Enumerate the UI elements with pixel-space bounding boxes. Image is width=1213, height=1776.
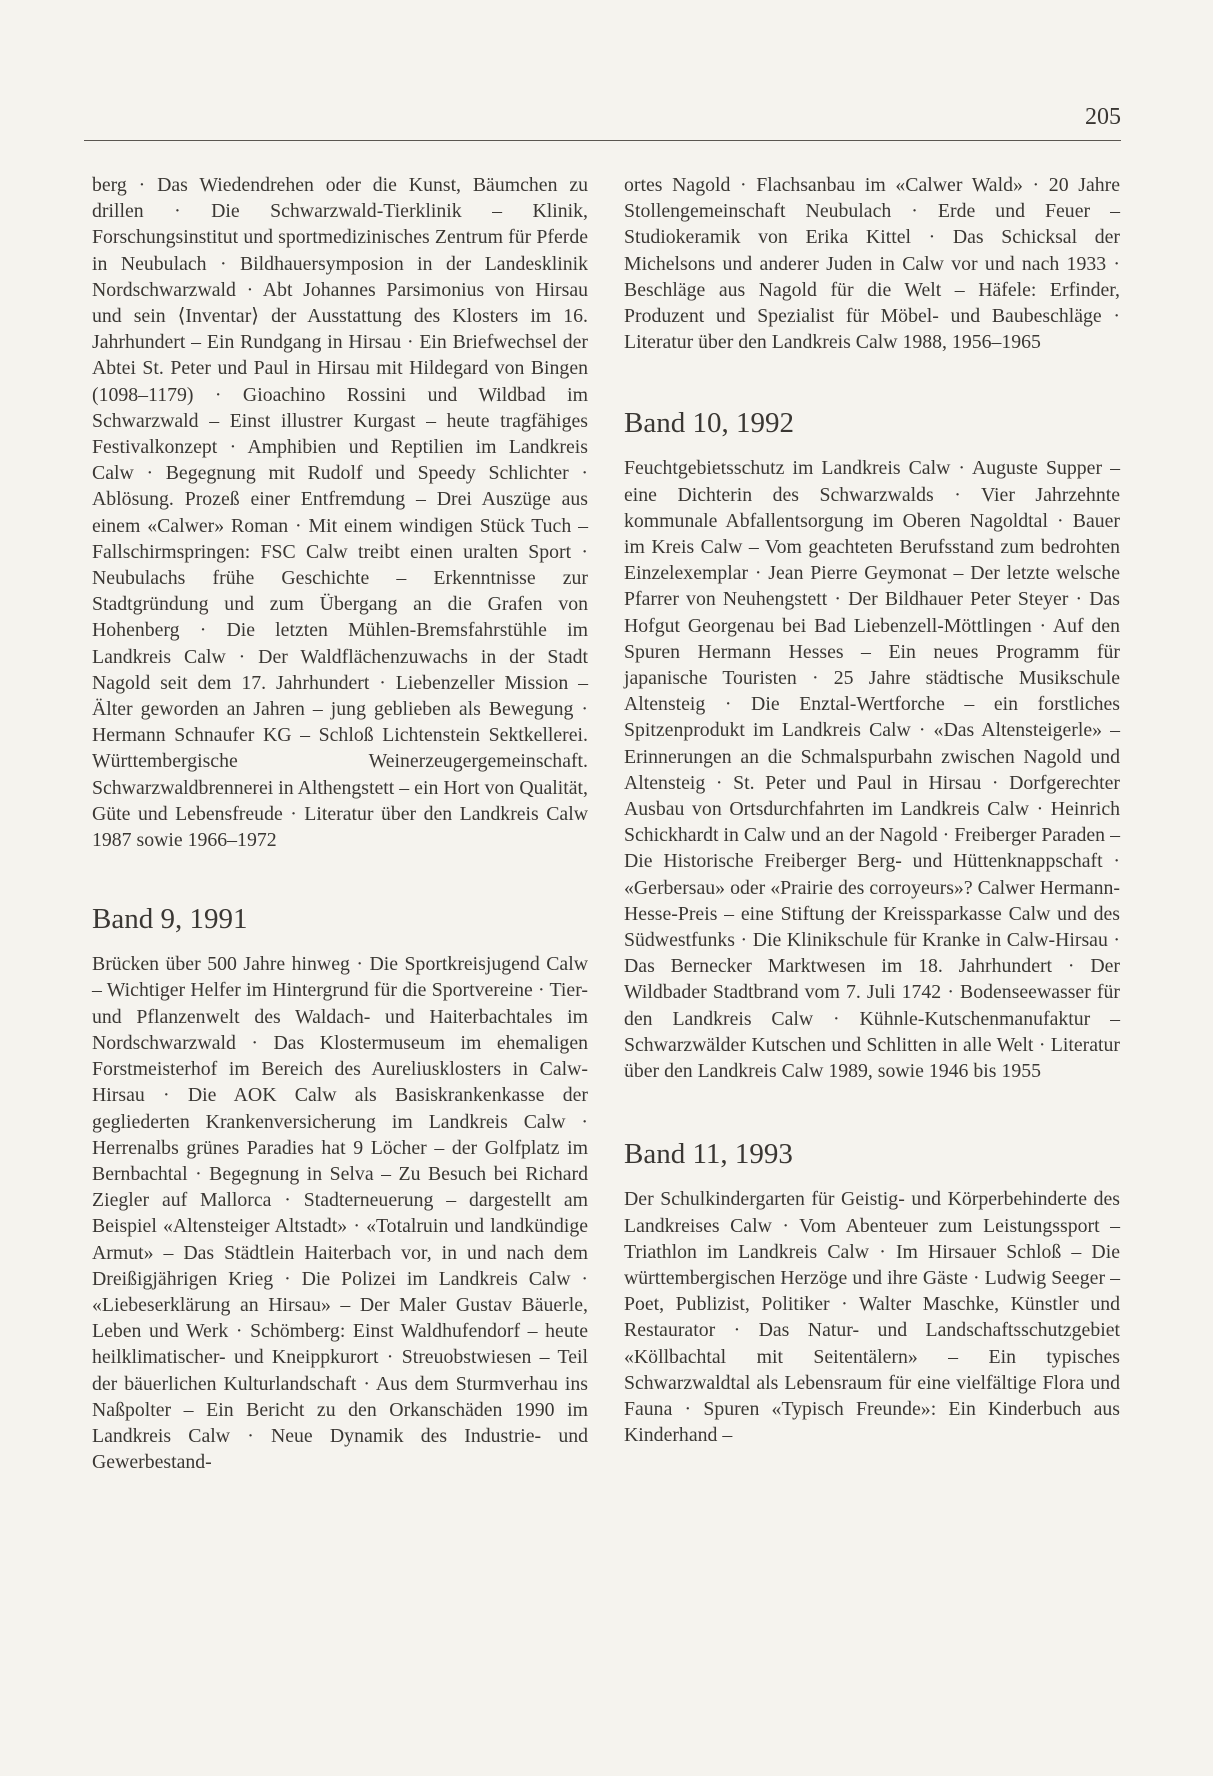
continued-text-left: berg · Das Wiedendrehen oder die Kunst, Bäumchen zu drillen · Die Schwarzwald-Tierklinik – Klinik, Forschungsinstitut und sportmedizinisches Zentrum für Pferde in Neubulach · Bildhauersymposion in der Landesklinik Nordschwarzwald · Abt Johannes Parsimonius von Hirsau und sein ⟨Inventar⟩ der Ausstattung des Klosters im 16. Jahrhundert – Ein Rundgang in Hirsau · Ein Briefwechsel der Abtei St. Peter und Paul in Hirsau mit Hildegard von Bingen (1098–1179) · Gioachino Rossini und Wildbad im Schwarzwald – Einst illustrer Kurgast – heute tragfähiges Festivalkonzept · Amphibien und Reptilien im Landkreis Calw · Begegnung mit Rudolf und Speedy Schlichter · Ablösung. Prozeß einer Entfremdung – Drei Auszüge aus einem «Calwer» Roman · Mit einem windigen Stück Tuch – Fallschirmspringen: FSC Calw treibt einen uralten Sport · Neubulachs frühe Geschichte – Erkenntnisse zur Stadtgründung und zum Übergang an die Grafen von Hohenberg · Die letzten Mühlen-Bremsfahrstühle im Landkreis Calw · Der Waldflächenzuwachs in der Stadt Nagold seit dem 17. Jahrhundert · Liebenzeller Mission – Älter geworden an Jahren – jung geblieben als Bewegung · Hermann Schnaufer KG – Schloß Lichtenstein Sektkellerei. Württembergische Weinerzeugergemeinschaft. Schwarzwaldbrennerei in Althengstett – ein Hort von Qualität, Güte und Lebensfreude · Literatur über den Landkreis Calw 1987 sowie 1966–1972	[92, 174, 588, 852]
continued-text-right: ortes Nagold · Flachsanbau im «Calwer Wald» · 20 Jahre Stollengemeinschaft Neubulach · Erde und Feuer – Studiokeramik von Erika Kittel · Das Schicksal der Michelsons und anderer Juden in Calw vor und nach 1933 · Beschläge aus Nagold für die Welt – Häfele: Erfinder, Produzent und Spezialist für Möbel- und Baubeschläge · Literatur über den Landkreis Calw 1988, 1956–1965	[624, 174, 1120, 354]
header-rule	[84, 140, 1121, 141]
band-10-contents: Feuchtgebietsschutz im Landkreis Calw · Auguste Supper – eine Dichterin des Schwarzwalds · Vier Jahrzehnte kommunale Abfallentsorgung im Oberen Nagoldtal · Bauer im Kreis Calw – Vom geachteten Berufsstand zum bedrohten Einzelexemplar · Jean Pierre Geymonat – Der letzte welsche Pfarrer von Neuhengstett · Der Bildhauer Peter Steyer · Das Hofgut Georgenau bei Bad Liebenzell-Möttlingen · Auf den Spuren Hermann Hesses – Ein neues Programm für japanische Touristen · 25 Jahre städtische Musikschule Altensteig · Die Enztal-Wertforche – ein forstliches Spitzenprodukt im Landkreis Calw · «Das Altensteigerle» – Erinnerungen an die Schmalspurbahn zwischen Nagold und Altensteig · St. Peter und Paul in Hirsau · Dorfgerechter Ausbau von Ortsdurchfahrten im Landkreis Calw · Heinrich Schickhardt in Calw und an der Nagold · Freiberger Paraden – Die Historische Freiberger Berg- und Hüttenknappschaft · «Gerbersau» oder «Prairie des corroyeurs»? Calwer Hermann-Hesse-Preis – eine Stiftung der Kreissparkasse Calw und des Südwestfunks · Die Klinikschule für Kranke in Calw-Hirsau · Das Bernecker Marktwesen im 18. Jahrhundert · Der Wildbader Stadtbrand vom 7. Juli 1742 · Bodenseewasser für den Landkreis Calw · Kühnle-Kutschenmanufaktur – Schwarzwälder Kutschen und Schlitten in alle Welt · Literatur über den Landkreis Calw 1989, sowie 1946 bis 1955	[624, 457, 1120, 1083]
band-11-contents: Der Schulkindergarten für Geistig- und Körperbehinderte des Landkreises Calw · Vom Abenteuer zum Leistungssport – Triathlon im Landkreis Calw · Im Hirsauer Schloß – Die württembergischen Herzöge und ihre Gäste · Ludwig Seeger – Poet, Publizist, Politiker · Walter Maschke, Künstler und Restaurator · Das Natur- und Landschaftsschutzgebiet «Köllbachtal mit Seitentälern» – Ein typisches Schwarzwaldtal als Lebensraum für eine vielfältige Flora und Fauna · Spuren «Typisch Freunde»: Ein Kinderbuch aus Kinderhand –	[624, 1188, 1120, 1447]
band-10-heading: Band 10, 1992	[624, 407, 794, 440]
band-9-heading: Band 9, 1991	[92, 903, 248, 936]
page-number: 205	[1085, 104, 1121, 130]
band-9-contents: Brücken über 500 Jahre hinweg · Die Sportkreisjugend Calw – Wichtiger Helfer im Hintergrund für die Sportvereine · Tier- und Pflanzenwelt des Waldach- und Haiterbachtales im Nordschwarzwald · Das Klostermuseum im ehemaligen Forstmeisterhof im Bereich des Aureliusklosters in Calw-Hirsau · Die AOK Calw als Basiskrankenkasse der gegliederten Krankenversicherung im Landkreis Calw · Herrenalbs grünes Paradies hat 9 Löcher – der Golfplatz im Bernbachtal · Begegnung in Selva – Zu Besuch bei Richard Ziegler auf Mallorca · Stadterneuerung – dargestellt am Beispiel «Altensteiger Altstadt» · «Totalruin und landkündige Armut» – Das Städtlein Haiterbach vor, in und nach dem Dreißigjährigen Krieg · Die Polizei im Landkreis Calw · «Liebeserklärung an Hirsau» – Der Maler Gustav Bäuerle, Leben und Werk · Schömberg: Einst Waldhufendorf – heute heilklimatischer- und Kneippkurort · Streuobstwiesen – Teil der bäuerlichen Kulturlandschaft · Aus dem Sturmverhau ins Naßpolter – Ein Bericht zu den Orkanschäden 1990 im Landkreis Calw · Neue Dynamik des Industrie- und Gewerbestand-	[92, 953, 588, 1474]
right-column	[624, 172, 1120, 1448]
left-column	[92, 172, 588, 1475]
band-11-heading: Band 11, 1993	[624, 1138, 793, 1171]
